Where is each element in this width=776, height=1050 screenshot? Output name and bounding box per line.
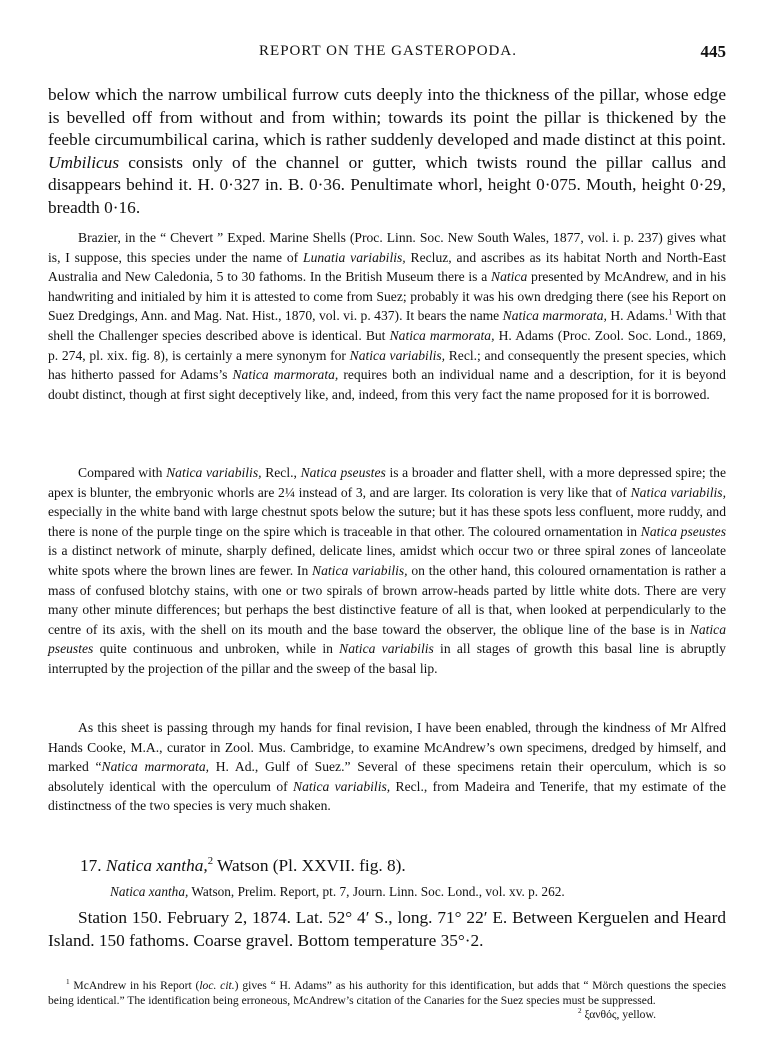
description-paragraph: below which the narrow umbilical furrow cuts deeply into the thickness of the pillar, whose edge is bevelled off from without and from within; towards its point the pillar is thickened by the feeble circumumbilical carina, which is rather suddenly developed and made distinct at this point. Umbilicus consists only of the channel or gutter, which twists round the pillar callus and disappears behind it. H. 0·327 in. B. 0·36. Penultimate whorl, height 0·075. Mouth, height 0·29, breadth 0·16. [48, 85, 726, 217]
footnote-1: $^1$ McAndrew in his Report (loc. cit.) gives “ H. Adams” as his authority for this identification, but adds that “ Mörch questions the species being identical.” The identification being erroneous, McAndrew’s citation of the Canaries for the Suez species must be suppressed. [48, 978, 726, 1007]
species-reference: Natica xantha, Watson, Prelim. Report, pt. 7, Journ. Linn. Soc. Lond., vol. xv. p. 262. [110, 884, 565, 899]
species-heading: 17. Natica xantha,$^2$ Watson (Pl. XXVII. fig. 8). [80, 855, 406, 875]
comparison-paragraph: Compared with Natica variabilis, Recl., Natica pseustes is a broader and flatter shell, with a more depressed spire; the apex is blunter, the embryonic whorls are 2¼ instead of 3, and are larger. Its coloration is very like that of Natica variabilis, especially in the white band with large chestnut spots below the suture; but it has these spots less confluent, more ruddy, and there is none of the purple tinge on the spire which is traceable in that other. The coloured ornamentation in Natica pseustes is a distinct network of minute, sharply defined, delicate lines, amidst which occur two or three spiral zones of lanceolate white spots where the brown lines are fewer. In Natica variabilis, on the other hand, this coloured ornamentation is rather a mass of confused blotchy stains, with one or two spirals of brown arrow-heads parted by little white dots. There are very many other minute differences; but perhaps the best distinctive feature of all is that, when looked at perpendicularly to the centre of its axis, with the shell on its mouth and the base toward the observer, the oblique line of the base is in Natica pseustes quite continuous and unbroken, while in Natica variabilis in all stages of growth this basal line is abruptly interrupted by the projection of the pillar and the sweep of the basal lip. [48, 465, 727, 676]
running-header [50, 43, 726, 65]
revision-note-paragraph: As this sheet is passing through my hands for final revision, I have been enabled, through the kindness of Mr Alfred Hands Cooke, M.A., curator in Zool. Mus. Cambridge, to examine McAndrew’s own specimens, dredged by himself, and marked “Natica marmorata, H. Ad., Gulf of Suez.” Several of these specimens retain their operculum, which is so absolutely identical with the operculum of Natica variabilis, Recl., from Madeira and Tenerife, that my estimate of the distinctness of the two species is very much shaken. [48, 720, 726, 814]
running-title: REPORT ON THE GASTEROPODA. [259, 43, 517, 59]
station-record: Station 150. February 2, 1874. Lat. 52° 4′ S., long. 71° 22′ E. Between Kerguelen and Heard Island. 150 fathoms. Coarse gravel. Bottom temperature 35°·2. [48, 908, 726, 950]
footnote-ref-2: 2 [207, 855, 214, 868]
page-number: 445 [700, 42, 726, 61]
footnote-2: $^2$ ξανθός, yellow. [578, 1007, 656, 1021]
footnote-ref-1: 1 [668, 306, 673, 317]
synonymy-paragraph: Brazier, in the “ Chevert ” Exped. Marine Shells (Proc. Linn. Soc. New South Wales, 1877, vol. i. p. 237) gives what is, I suppose, this species under the name of Lunatia variabilis, Recluz, and ascribes as its habitat North and North-East Australia and New Caledonia, 5 to 30 fathoms. In the British Museum there is a Natica presented by McAndrew, and in his handwriting and initialed by him it is attested to come from Suez; probably it was his own dredging there (see his Report on Suez Dredgings, Ann. and Mag. Nat. Hist., 1870, vol. vi. p. 437). It bears the name Natica marmorata, H. Adams.$^1$ With that shell the Challenger species described above is identical. But Natica marmorata, H. Adams (Proc. Zool. Soc. Lond., 1869, p. 274, pl. xix. fig. 8), is certainly a mere synonym for Natica variabilis, Recl.; and consequently the present species, which has hitherto passed for Adams’s Natica marmorata, requires both an individual name and a description, for it is beyond doubt distinct, though at first sight deceptively like, and, indeed, from this very fact the name proposed for it is borrowed. [48, 230, 727, 402]
